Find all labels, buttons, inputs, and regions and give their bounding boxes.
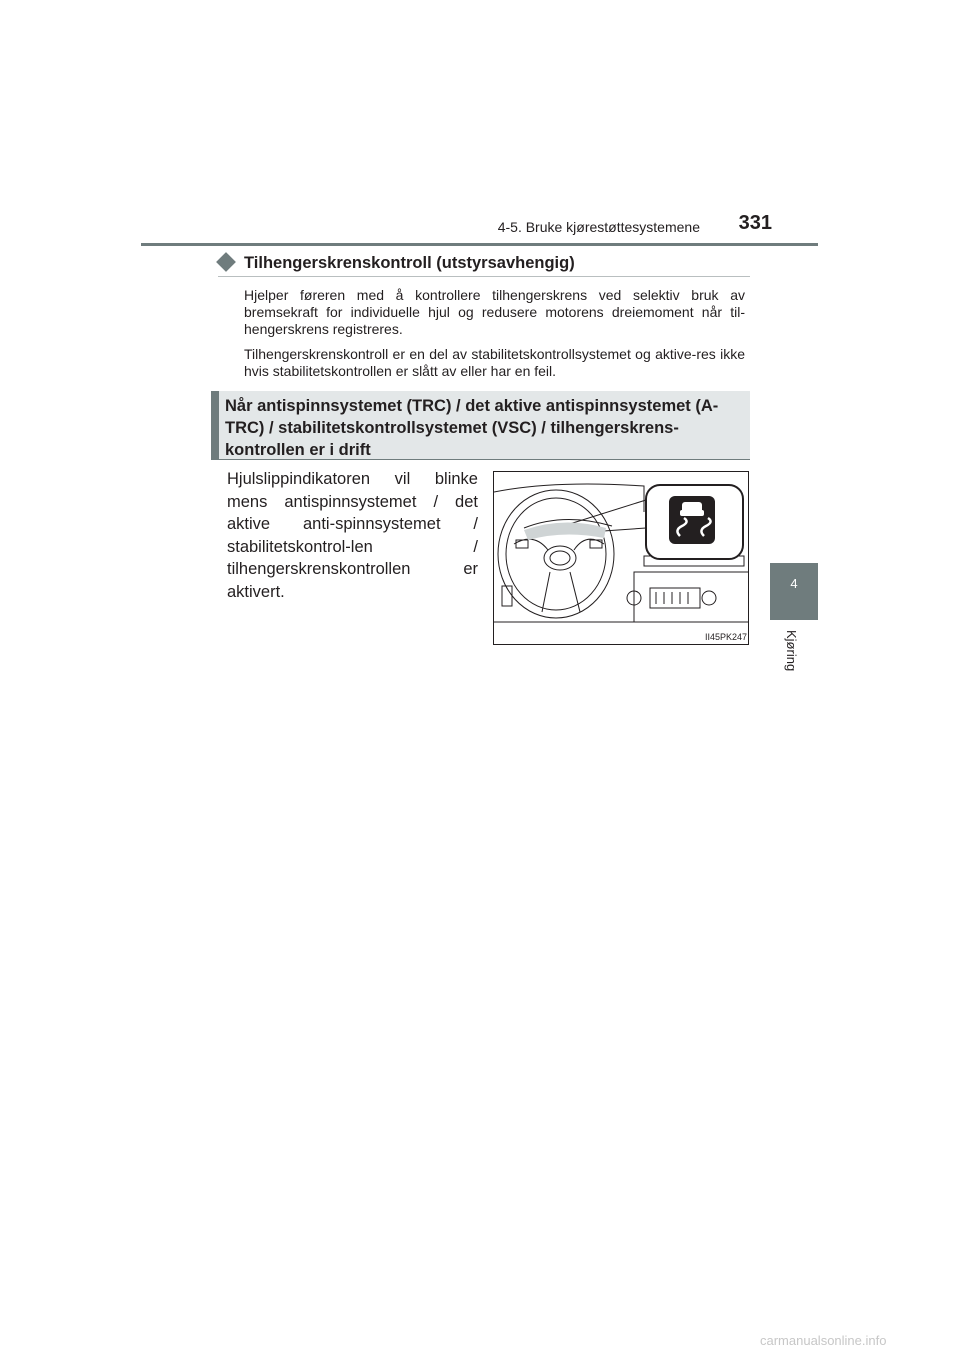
sub-heading-title: Tilhengerskrenskontroll (utstyrsavhengig) bbox=[244, 254, 575, 272]
header-divider bbox=[141, 243, 818, 246]
body-text: Hjulslippindikatoren vil blinke mens antispinnsystemet / det aktive anti-spinnsystemet / stabilitetskontrol-len / tilhengerskrenskontrollen er aktivert. bbox=[227, 470, 478, 601]
paragraph-description: Hjelper føreren med å kontrollere tilhengerskrens ved selektiv bruk av bremsekraft for individuelle hjul og redusere motorens dreiemoment når til-hengerskrens registreres. bbox=[244, 287, 745, 337]
chapter-number: 4 bbox=[790, 576, 798, 591]
slip-indicator-icon bbox=[669, 496, 715, 544]
dashboard-illustration bbox=[493, 471, 749, 645]
illustration-code: II45PK247 bbox=[705, 632, 748, 642]
page-number: 331 bbox=[738, 212, 772, 234]
dashboard-drawing bbox=[494, 472, 749, 645]
watermark-text: carmanualsonline.info bbox=[760, 1333, 887, 1348]
note-box-heading: Når antispinnsystemet (TRC) / det aktive antispinnsystemet (A-TRC) / stabilitetskontrollsystemet (VSC) / tilhengerskrens-kontrollen er i drift bbox=[225, 397, 719, 459]
paragraph-condition: Tilhengerskrenskontroll er en del av stabilitetskontrollsystemet og aktive-res ikke hvis stabilitetskontrollen er slått av eller har en feil. bbox=[244, 346, 745, 379]
note-box-accent-bar bbox=[211, 391, 219, 460]
chapter-label: Kjøring bbox=[784, 630, 799, 672]
chapter-tab bbox=[770, 563, 818, 620]
section-title: 4-5. Bruke kjørestøttesystemene bbox=[497, 219, 700, 235]
